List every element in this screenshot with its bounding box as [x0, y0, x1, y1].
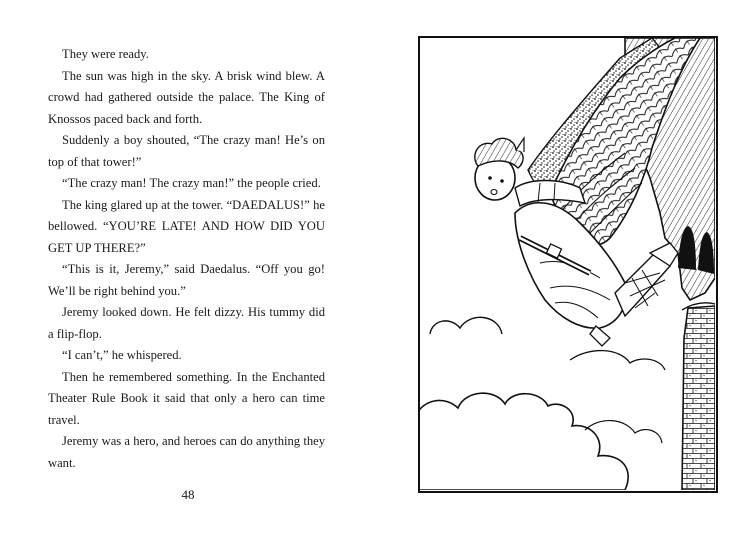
paragraph: “The crazy man! The crazy man!” the people cried.	[62, 176, 321, 190]
cloud	[420, 393, 628, 490]
paragraph: The sun was high in the sky. A brisk wind blew. A crowd had gathered outside the palace. The King of Knossos paced back and forth.	[48, 68, 325, 126]
paragraph: “I can’t,” he whispered.	[62, 348, 182, 362]
boy-leg	[615, 253, 670, 316]
sandal	[590, 326, 610, 346]
mouth	[491, 190, 497, 195]
tower-column	[682, 306, 715, 490]
paragraph: Suddenly a boy shouted, “The crazy man! He’s on top of that tower!”	[48, 133, 325, 169]
paragraph: They were ready.	[62, 47, 149, 61]
page-number: 48	[181, 487, 195, 502]
eye	[500, 179, 504, 183]
cloud-edge	[570, 351, 665, 370]
left-page-text	[48, 44, 325, 474]
flying-boy-illustration	[420, 38, 715, 490]
cloud-small	[430, 317, 502, 334]
paragraph: Jeremy was a hero, and heroes can do anything they want.	[48, 434, 325, 470]
paragraph: Jeremy looked down. He felt dizzy. His tummy did a flip-flop.	[48, 305, 325, 341]
paragraph: The king glared up at the tower. “DAEDALUS!” he bellowed. “YOU’RE LATE! AND HOW DID YOU GET UP THERE?”	[48, 197, 325, 255]
illustration-panel	[418, 36, 718, 493]
paragraph: “This is it, Jeremy,” said Daedalus. “Off you go! We’ll be right behind you.”	[48, 262, 325, 298]
paragraph: Then he remembered something. In the Enchanted Theater Rule Book it said that only a hero can time travel.	[48, 369, 325, 427]
eye	[488, 176, 492, 180]
